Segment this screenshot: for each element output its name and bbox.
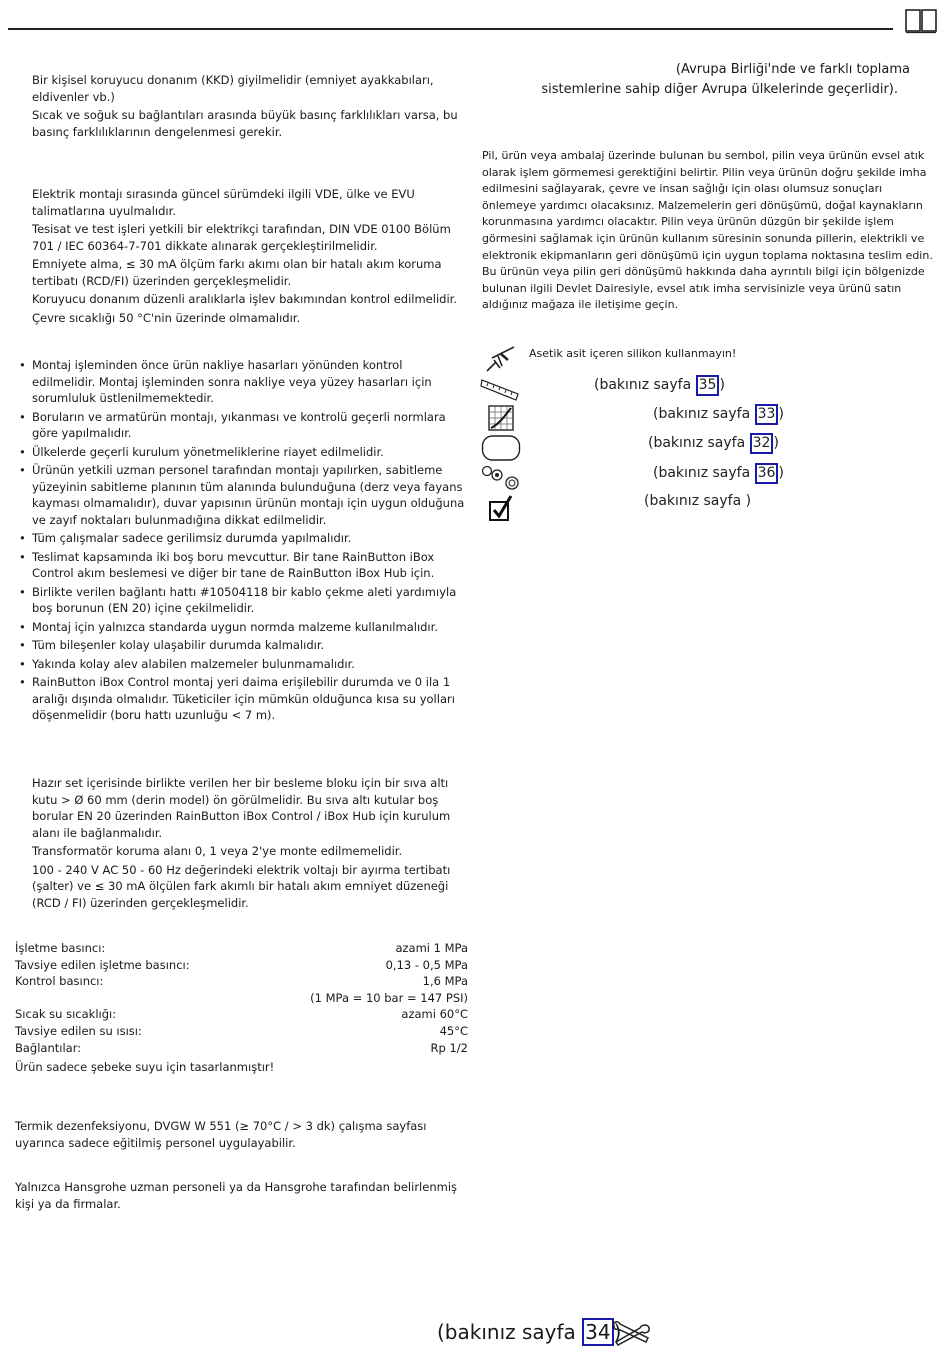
spec-row: (1 MPa = 10 bar = 147 PSI) — [310, 990, 468, 1005]
disinfection-text: Termik dezenfeksiyonu, DVGW W 551 (≥ 70°C / > 3 dk) çalışma sayfası uyarınca sadece eğitilmiş personel uygulayabilir. — [15, 1119, 427, 1150]
page-link-35[interactable]: 35 — [696, 375, 720, 396]
book-icon — [905, 8, 937, 34]
accessory-icon — [481, 434, 521, 462]
list-item: • Ülkelerde geçerli kurulum yönetmeliklerine riayet edilmelidir. — [32, 444, 468, 461]
spare-parts-icon — [481, 464, 521, 492]
bottom-page-ref: (bakınız sayfa 34 ) — [437, 1320, 622, 1344]
silicone-gun-icon — [484, 344, 518, 374]
spec-row: Tavsiye edilen işletme basıncı: 0,13 - 0,5 MPa — [15, 957, 468, 972]
specs-note: Ürün sadece şebeke suyu için tasarlanmıştır! — [15, 1060, 275, 1075]
safety-ppe-text: Bir kişisel koruyucu donanım (KKD) giyilmelidir (emniyet ayakkabıları, eldivenler vb.) — [32, 73, 434, 104]
electrical-text-3: Emniyete alma, ≤ 30 mA ölçüm farkı akımı olan bir hatalı akım koruma tertibatı (RCD/FI) üzerinden gerçekleşmelidir. — [32, 257, 442, 288]
page-ref-2: (bakınız sayfa 33 ) — [653, 404, 784, 425]
install-text-2: Transformatör koruma alanı 0, 1 veya 2'ye monte edilmemelidir. — [32, 844, 403, 858]
silicone-warning: Asetik asit içeren silikon kullanmayın! — [529, 347, 737, 360]
spec-row: Bağlantılar: Rp 1/2 — [15, 1040, 468, 1055]
disposal-body: Pil, ürün veya ambalaj üzerinde bulunan bu sembol, pilin veya ürünün evsel atık olarak işlem görmemesi gerektiğini belirtir. Pilin veya ürünün doğru şekilde imha edilmesini sağlayarak, çevre ve insan sağlığı için olası olumsuz sonuçları önlemeye yardımcı olacaksınız. Malzemelerin geri dönüşümü, doğal kaynakların korunmasına yardımcı olacaktır. Pilin veya ürünün düzgün bir şekilde işlem görmesini sağlamak için ürünün kullanım süresinin sonunda pillerin, elektrikli ve elektronik ekipmanların geri dönüşümü için uygun toplama noktasına teslim edin. Bu ürünün veya pilin geri dönüşümü hakkında daha ayrıntılı bilgi için bölgenizde bulunan ilgili Devlet Dairesiyle, evsel atık imha servisinizle veya ürünü satın aldığınız mağaza ile iletişime geçin. — [482, 149, 933, 312]
list-item: • RainButton iBox Control montaj yeri daima erişilebilir durumda ve 0 ila 1 aralığı dışında olmalıdır. Tüketiciler için mümkün olduğunca kısa su yolları döşenmelidir (boru hattı uzunluğu < 7 m). — [32, 674, 468, 724]
list-item: • Tüm bileşenler kolay ulaşabilir durumda kalmalıdır. — [32, 637, 468, 654]
spec-row: İşletme basıncı: azami 1 MPa — [15, 941, 468, 955]
tools-icon — [610, 1320, 652, 1346]
list-item: • Montaj işleminden önce ürün nakliye hasarları yönünden kontrol edilmelidir. Montaj işleminden sonra nakliye veya yüzey hasarları için sorumluluk üstlenilmemektedir. — [32, 357, 468, 407]
dimensions-icon — [480, 376, 520, 402]
electrical-text-4: Koruyucu donanım düzenli aralıklarla işlev bakımından kontrol edilmelidir. — [32, 292, 457, 306]
safety-pressure-text: Sıcak ve soğuk su bağlantıları arasında büyük basınç farklılıkları varsa, bu basınç farklılıklarının dengelenmesi gerekir. — [32, 108, 458, 139]
list-item: • Tüm çalışmalar sadece gerilimsiz durumda yapılmalıdır. — [32, 530, 468, 547]
mounting-section — [32, 357, 468, 726]
electrical-text-1: Elektrik montajı sırasında güncel sürümdeki ilgili VDE, ülke ve EVU talimatlarına uyulmalıdır. — [32, 187, 415, 218]
flow-diagram-icon — [488, 405, 514, 431]
list-item: • Birlikte verilen bağlantı hattı #10504118 bir kablo çekme aleti yardımıyla boş borunun (EN 20) içine çekilmelidir. — [32, 584, 468, 617]
spec-row: Tavsiye edilen su ısısı: 45°C — [15, 1023, 468, 1038]
page-ref-1: (bakınız sayfa 35 ) — [594, 375, 725, 396]
list-item: • Teslimat kapsamında iki boş boru mevcuttur. Bir tane RainButton iBox Control akım beslemesi ve diğer bir tane de RainButton iBox Hub için. — [32, 549, 468, 582]
page-link-34[interactable]: 34 — [582, 1318, 613, 1346]
personnel-text: Yalnızca Hansgrohe uzman personeli ya da Hansgrohe tarafından belirlenmiş kişi ya da firmalar. — [15, 1180, 458, 1211]
electrical-text-2: Tesisat ve test işleri yetkili bir elektrikçi tarafından, DIN VDE 0100 Bölüm 701 / IEC 60364-7-701 dikkate alınarak gerçekleştirilmelidir. — [32, 222, 451, 253]
page-ref-3: (bakınız sayfa 32 ) — [648, 433, 779, 454]
page-link-33[interactable]: 33 — [755, 404, 779, 425]
page-link-32[interactable]: 32 — [750, 433, 774, 454]
specs-table — [15, 940, 468, 1078]
page-ref-4: (bakınız sayfa 36 ) — [653, 463, 784, 484]
install-section — [32, 775, 468, 913]
list-item: • Yakında kolay alev alabilen malzemeler bulunmamalıdır. — [32, 656, 468, 673]
list-item: • Boruların ve armatürün montajı, yıkanması ve kontrolü geçerli normlara göre yapılmalıdır. — [32, 409, 468, 442]
page-link-36[interactable]: 36 — [755, 463, 779, 484]
electrical-section — [32, 186, 468, 328]
spec-row: Sıcak su sıcaklığı: azami 60°C — [15, 1007, 468, 1022]
spec-row: Kontrol basıncı: 1,6 MPa — [15, 974, 468, 989]
install-text-1: Hazır set içerisinde birlikte verilen her bir besleme bloku için bir sıva altı kutu > Ø 60 mm (derin model) ön görülmelidir. Bu sıva altı kutular boş borular EN 20 üzerinden RainButton iBox Control / iBox Hub için kurulum alanı ile bağlanmalıdır. — [32, 776, 451, 840]
list-item: • Montaj için yalnızca standarda uygun normda malzeme kullanılmalıdır. — [32, 619, 468, 636]
disposal-heading: (Avrupa Birliği'nde ve farklı toplama sistemlerine sahip diğer Avrupa ülkelerinde geçerlidir). — [541, 62, 910, 97]
header-rule — [8, 28, 893, 30]
page-ref-5: (bakınız sayfa ) — [644, 493, 752, 509]
install-text-3: 100 - 240 V AC 50 - 60 Hz değerindeki elektrik voltajı bir ayırma tertibatı (şalter) ve ≤ 30 mA ölçülen fark akımlı bir hatalı akım emniyet düzeneği (RCD / FI) üzerinden gerçekleşmelidir. — [32, 862, 451, 910]
checkbox-check-icon — [488, 494, 514, 522]
electrical-text-5: Çevre sıcaklığı 50 °C'nin üzerinde olmamalıdır. — [32, 310, 301, 325]
list-item: • Ürünün yetkili uzman personel tarafından montajı yapılırken, sabitleme yüzeyinin sabitleme planının tüm alanında bulunduğuna (derz veya fayans kayması olmamalıdır), duvar yapısının ürünün montajı için uygun olduğuna ve zayıf noktaları bulunmadığına dikkat edilmelidir. — [32, 462, 468, 528]
safety-section — [32, 72, 468, 142]
